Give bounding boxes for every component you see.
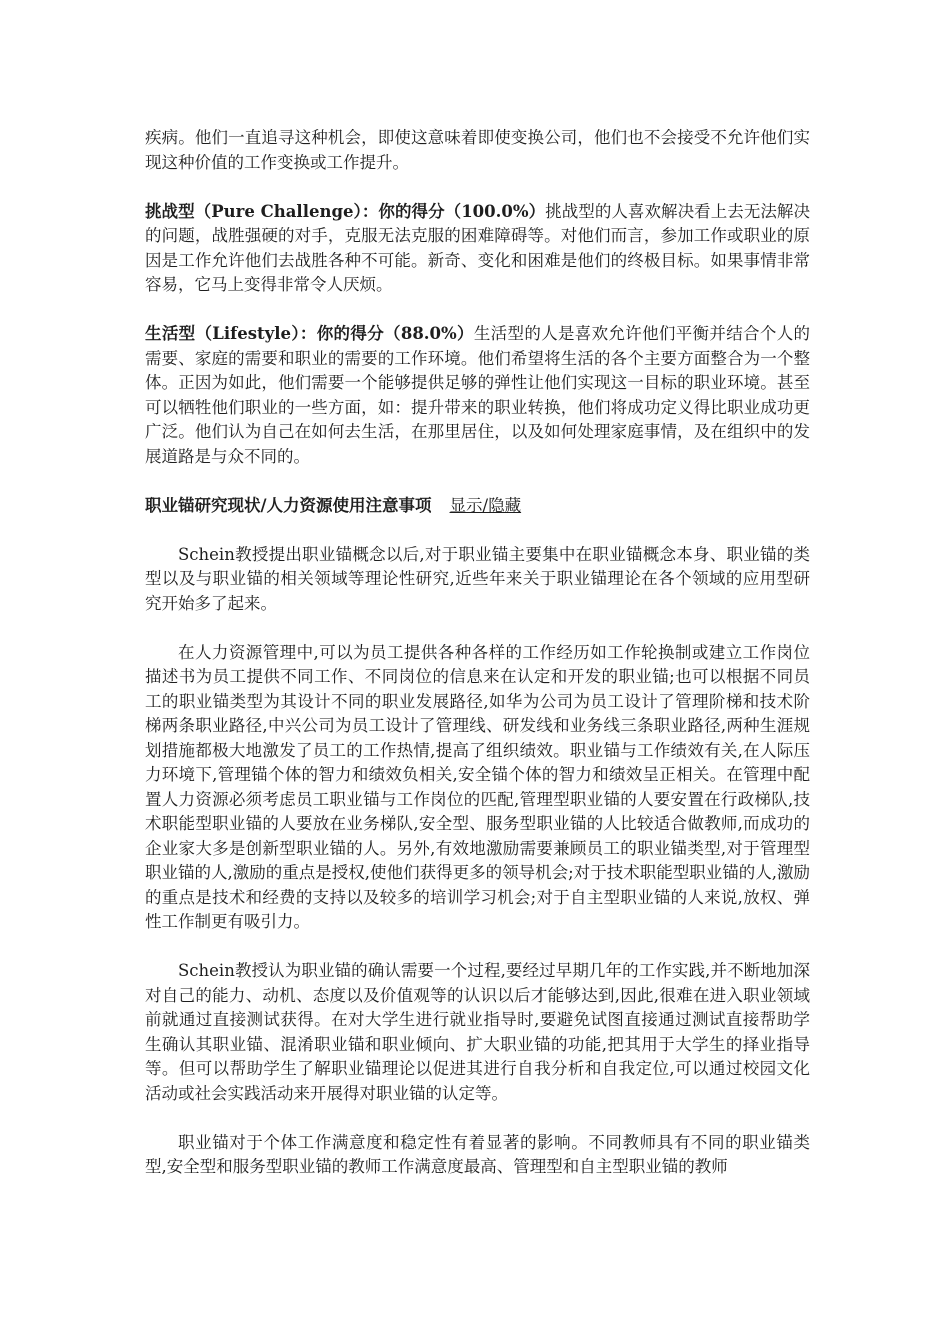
body-paragraph-2: 在人力资源管理中,可以为员工提供各种各样的工作经历如工作轮换制或建立工作岗位描述书为员工提供不同工作、不同岗位的信息来在认定和开发的职业锚;也可以根据不同员工的职业锚类型为其设计不同的职业发展路径,如华为公司为员工设计了管理阶梯和技术阶梯两条职业路径,中兴公司为员工设计了管理线、研发线和业务线三条职业路径,两种生涯规划措施都极大地激发了员工的工作热情,提高了组织绩效。职业锚与工作绩效有关,在人际压力环境下,管理锚个体的智力和绩效负相关,安全锚个体的智力和绩效呈正相关。在管理中配置人力资源必须考虑员工职业锚与工作岗位的匹配,管理型职业锚的人要安置在行政梯队,技术职能型职业锚的人要放在业务梯队,安全型、服务型职业锚的人比较适合做教师,而成功的企业家大多是创新型职业锚的人。另外,有效地激励需要兼顾员工的职业锚类型,对于管理型职业锚的人,激励的重点是授权,使他们获得更多的领导机会;对于技术职能型职业锚的人,激励的重点是技术和经费的支持以及较多的培训学习机会;对于自主型职业锚的人来说,放权、弹性工作制更有吸引力。 (145, 642, 810, 931)
lifestyle-label: 生活型（Lifestyle）：你的得分（88.0%） (145, 324, 474, 343)
lifestyle-paragraph (145, 322, 810, 469)
intro-paragraph: 疾病。他们一直追寻这种机会，即使这意味着即使变换公司，他们也不会接受不允许他们实现这种价值的工作变换或工作提升。 (145, 128, 810, 172)
body-paragraph-1: Schein教授提出职业锚概念以后,对于职业锚主要集中在职业锚概念本身、职业锚的类型以及与职业锚的相关领域等理论性研究,近些年来关于职业锚理论在各个领域的应用型研究开始多了起来。 (145, 544, 810, 613)
challenge-text: 挑战型的人喜欢解决看上去无法解决的问题，战胜强硬的对手，克服无法克服的困难障碍等。对他们而言，参加工作或职业的原因是工作允许他们去战胜各种不可能。新奇、变化和困难是他们的终极目标。如果事情非常容易，它马上变得非常令人厌烦。 (145, 201, 810, 294)
section-title: 职业锚研究现状/人力资源使用注意事项 (145, 495, 432, 515)
body-paragraph-4: 职业锚对于个体工作满意度和稳定性有着显著的影响。不同教师具有不同的职业锚类型,安全型和服务型职业锚的教师工作满意度最高、管理型和自主型职业锚的教师 (145, 1132, 810, 1176)
show-hide-link[interactable]: 显示/隐藏 (449, 495, 522, 515)
section-heading (145, 494, 810, 519)
body-paragraph-3: Schein教授认为职业锚的确认需要一个过程,要经过早期几年的工作实践,并不断地加深对自己的能力、动机、态度以及价值观等的认识以后才能够达到,因此,很难在进入职业领域前就通过直接测试获得。在对大学生进行就业指导时,要避免试图直接通过测试直接帮助学生确认其职业锚、混淆职业锚和职业倾向、扩大职业锚的功能,把其用于大学生的择业指导等。但可以帮助学生了解职业锚理论以促进其进行自我分析和自我定位,可以通过校园文化活动或社会实践活动来开展得对职业锚的认定等。 (145, 961, 810, 1103)
lifestyle-text: 生活型的人是喜欢允许他们平衡并结合个人的需要、家庭的需要和职业的需要的工作环境。他们希望将生活的各个主要方面整合为一个整体。正因为如此，他们需要一个能够提供足够的弹性让他们实现这一目标的职业环境。甚至可以牺牲他们职业的一些方面，如：提升带来的职业转换，他们将成功定义得比职业成功更广泛。他们认为自己在如何去生活，在那里居住，以及如何处理家庭事情，及在组织中的发展道路是与众不同的。 (145, 324, 810, 466)
document-page (145, 126, 810, 1204)
challenge-label: 挑战型（Pure Challenge）：你的得分（100.0%） (145, 201, 546, 221)
challenge-paragraph (145, 200, 810, 298)
